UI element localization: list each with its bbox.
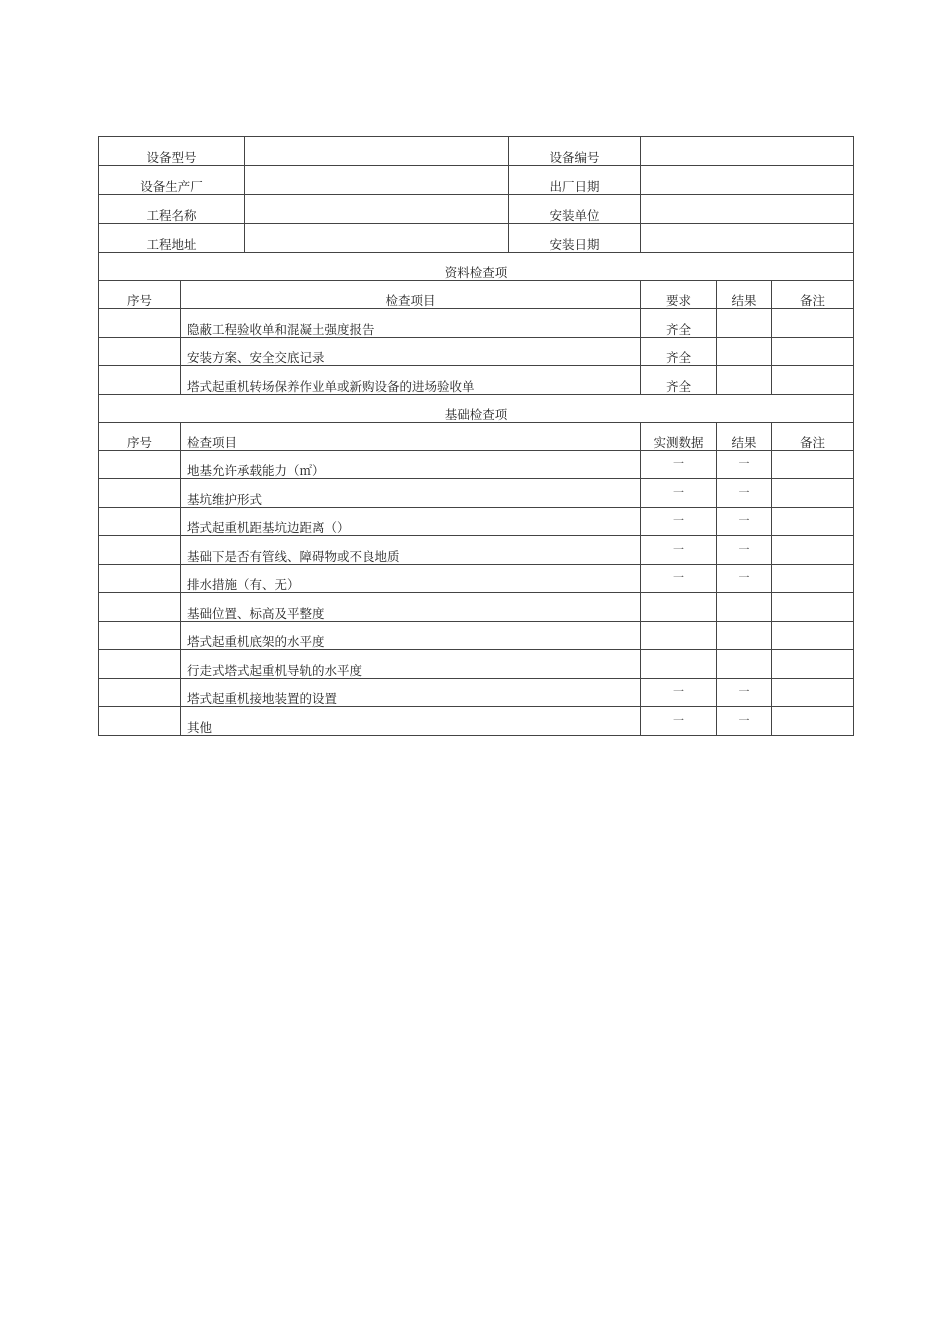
cell-data[interactable] <box>641 593 717 622</box>
inspection-form <box>98 136 853 736</box>
cell-req: 齐全 <box>641 309 717 338</box>
value-factory-date[interactable] <box>641 166 854 195</box>
cell-note[interactable] <box>772 707 854 736</box>
info-row <box>99 166 854 195</box>
cell-item: 排水措施（有、无） <box>181 564 641 593</box>
cell-data[interactable] <box>641 650 717 679</box>
cell-no[interactable] <box>99 621 181 650</box>
cell-result[interactable]: 一 <box>717 707 772 736</box>
cell-data[interactable]: 一 <box>641 507 717 536</box>
cell-item: 隐蔽工程验收单和混凝土强度报告 <box>181 309 641 338</box>
cell-data[interactable]: 一 <box>641 707 717 736</box>
form-table <box>98 136 854 736</box>
cell-note[interactable] <box>772 507 854 536</box>
cell-result[interactable]: 一 <box>717 564 772 593</box>
cell-item: 行走式塔式起重机导轨的水平度 <box>181 650 641 679</box>
cell-note[interactable] <box>772 593 854 622</box>
col-header-no: 序号 <box>99 281 181 309</box>
cell-item: 塔式起重机接地装置的设置 <box>181 678 641 707</box>
col-header-item: 检查项目 <box>181 281 641 309</box>
table-row <box>99 536 854 565</box>
cell-result[interactable]: 一 <box>717 678 772 707</box>
table-row <box>99 678 854 707</box>
cell-req: 齐全 <box>641 337 717 366</box>
cell-result[interactable] <box>717 366 772 395</box>
value-install-date[interactable] <box>641 224 854 253</box>
cell-item: 安装方案、安全交底记录 <box>181 337 641 366</box>
label-equipment-number: 设备编号 <box>509 137 641 166</box>
table-row <box>99 650 854 679</box>
cell-item: 地基允许承载能力（㎡） <box>181 450 641 479</box>
docs-section-title: 资料检查项 <box>99 253 854 281</box>
cell-result[interactable] <box>717 621 772 650</box>
cell-result[interactable] <box>717 309 772 338</box>
cell-data[interactable]: 一 <box>641 536 717 565</box>
table-row <box>99 707 854 736</box>
table-row <box>99 564 854 593</box>
cell-item: 塔式起重机距基坑边距离（） <box>181 507 641 536</box>
table-row <box>99 479 854 508</box>
label-manufacturer: 设备生产厂 <box>99 166 245 195</box>
cell-result[interactable]: 一 <box>717 479 772 508</box>
cell-result[interactable] <box>717 650 772 679</box>
cell-result[interactable]: 一 <box>717 536 772 565</box>
value-manufacturer[interactable] <box>245 166 509 195</box>
table-row <box>99 593 854 622</box>
label-installer: 安装单位 <box>509 195 641 224</box>
col-header-data: 实测数据 <box>641 422 717 450</box>
value-project-name[interactable] <box>245 195 509 224</box>
cell-data[interactable] <box>641 621 717 650</box>
table-row <box>99 337 854 366</box>
cell-note[interactable] <box>772 564 854 593</box>
cell-item: 塔式起重机底架的水平度 <box>181 621 641 650</box>
cell-no[interactable] <box>99 564 181 593</box>
cell-note[interactable] <box>772 621 854 650</box>
cell-no[interactable] <box>99 707 181 736</box>
cell-note[interactable] <box>772 536 854 565</box>
cell-data[interactable]: 一 <box>641 479 717 508</box>
cell-item: 基础位置、标高及平整度 <box>181 593 641 622</box>
cell-note[interactable] <box>772 479 854 508</box>
cell-result[interactable]: 一 <box>717 450 772 479</box>
cell-note[interactable] <box>772 650 854 679</box>
col-header-item: 检查项目 <box>181 422 641 450</box>
section-title-row <box>99 394 854 422</box>
table-row <box>99 621 854 650</box>
table-row <box>99 507 854 536</box>
section-title-row <box>99 253 854 281</box>
value-installer[interactable] <box>641 195 854 224</box>
header-row <box>99 422 854 450</box>
cell-no[interactable] <box>99 479 181 508</box>
cell-no[interactable] <box>99 507 181 536</box>
table-row <box>99 309 854 338</box>
col-header-note: 备注 <box>772 281 854 309</box>
cell-result[interactable]: 一 <box>717 507 772 536</box>
cell-item: 基坑维护形式 <box>181 479 641 508</box>
value-equipment-model[interactable] <box>245 137 509 166</box>
cell-no[interactable] <box>99 650 181 679</box>
cell-note[interactable] <box>772 309 854 338</box>
header-row <box>99 281 854 309</box>
info-row <box>99 195 854 224</box>
cell-no[interactable] <box>99 593 181 622</box>
cell-data[interactable]: 一 <box>641 678 717 707</box>
col-header-no: 序号 <box>99 422 181 450</box>
cell-data[interactable]: 一 <box>641 450 717 479</box>
cell-req: 齐全 <box>641 366 717 395</box>
cell-no[interactable] <box>99 536 181 565</box>
cell-no[interactable] <box>99 450 181 479</box>
cell-no[interactable] <box>99 337 181 366</box>
label-project-address: 工程地址 <box>99 224 245 253</box>
col-header-req: 要求 <box>641 281 717 309</box>
col-header-result: 结果 <box>717 422 772 450</box>
cell-no[interactable] <box>99 366 181 395</box>
cell-note[interactable] <box>772 450 854 479</box>
label-install-date: 安装日期 <box>509 224 641 253</box>
table-row <box>99 366 854 395</box>
cell-item: 基础下是否有管线、障碍物或不良地质 <box>181 536 641 565</box>
cell-result[interactable] <box>717 593 772 622</box>
cell-data[interactable]: 一 <box>641 564 717 593</box>
cell-no[interactable] <box>99 678 181 707</box>
label-factory-date: 出厂日期 <box>509 166 641 195</box>
value-project-address[interactable] <box>245 224 509 253</box>
col-header-result: 结果 <box>717 281 772 309</box>
table-row <box>99 450 854 479</box>
cell-result[interactable] <box>717 337 772 366</box>
cell-note[interactable] <box>772 678 854 707</box>
cell-note[interactable] <box>772 366 854 395</box>
cell-note[interactable] <box>772 337 854 366</box>
cell-no[interactable] <box>99 309 181 338</box>
col-header-note: 备注 <box>772 422 854 450</box>
label-equipment-model: 设备型号 <box>99 137 245 166</box>
cell-item: 塔式起重机转场保养作业单或新购设备的进场验收单 <box>181 366 641 395</box>
label-project-name: 工程名称 <box>99 195 245 224</box>
cell-item: 其他 <box>181 707 641 736</box>
info-row <box>99 137 854 166</box>
info-row <box>99 224 854 253</box>
base-section-title: 基础检查项 <box>99 394 854 422</box>
value-equipment-number[interactable] <box>641 137 854 166</box>
